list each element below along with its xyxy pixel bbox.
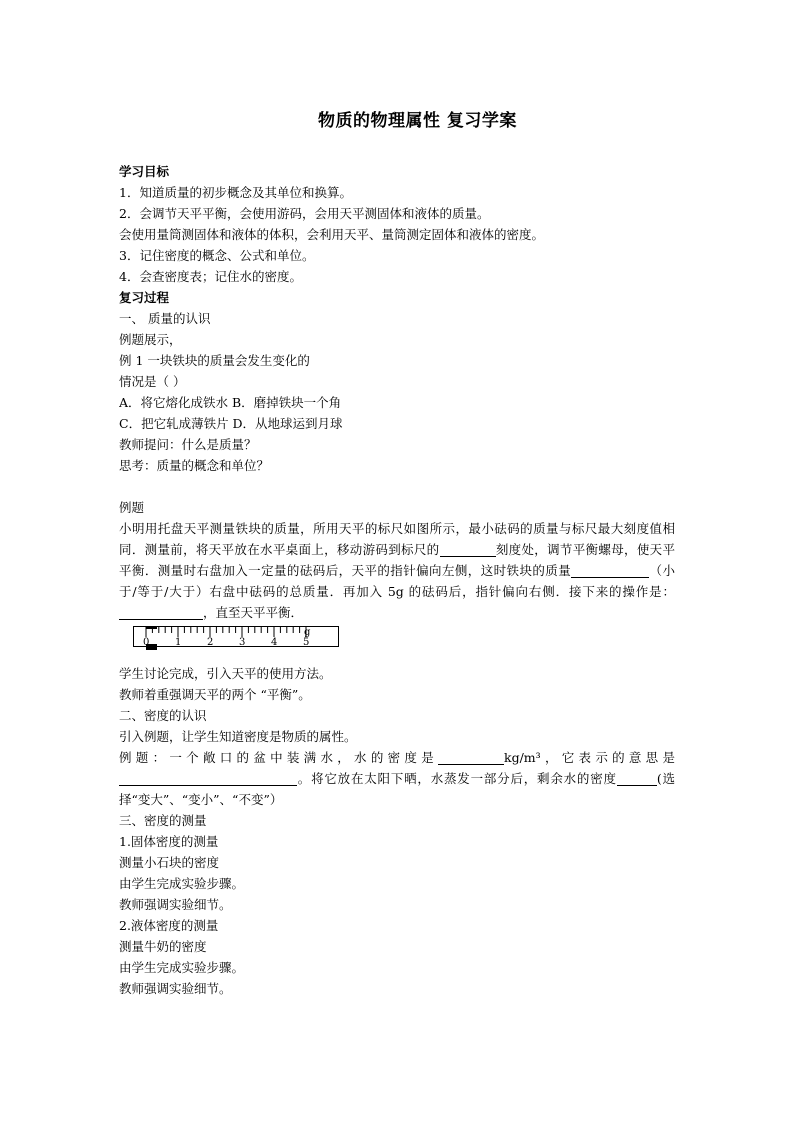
goal-item: 4．会查密度表；记住水的密度。 [119, 269, 302, 284]
answer-blank [119, 771, 297, 786]
section1-line: 情况是（ ） [119, 374, 186, 389]
goal-item: 会使用量筒测固体和液体的体积，会利用天平、量筒测定固体和液体的密度。 [119, 227, 545, 242]
balance-ruler-figure [119, 623, 675, 663]
rider-top [146, 626, 157, 629]
example-label: 例题 [119, 500, 145, 515]
ruler-unit: g [304, 627, 311, 638]
option-line: C．把它轧成薄铁片 D．从地球运到月球 [119, 416, 343, 431]
density-text: (选择“变大”、“变小”、“不变”） [119, 771, 675, 807]
document-body [119, 161, 675, 999]
section3-line: 测量小石块的密度 [119, 855, 220, 870]
ruler-label: 4 [271, 637, 278, 648]
example-text: 小明用托盘天平测量铁块的质量，所用天平的标尺如图所示，最小砝码的质量与标尺最大刻度值相同．测量前，将天平放在水平桌面上，移动游码到标尺的 [119, 521, 675, 557]
answer-blank [571, 563, 649, 578]
section3-line: 教师强调实验细节。 [119, 897, 232, 912]
ruler-label: 5 [303, 637, 310, 648]
ruler-label: 0 [143, 637, 150, 648]
section3-line: 由学生完成实验步骤。 [119, 876, 245, 891]
ruler-label: 2 [207, 637, 214, 648]
density-example [119, 747, 675, 810]
section1-line: 例 1 一块铁块的质量会发生变化的 [119, 353, 310, 368]
section2-intro: 引入例题，让学生知道密度是物质的属性。 [119, 729, 357, 744]
section1-line: 教师提问：什么是质量？ [119, 437, 257, 452]
density-text: ，它表示的意思是 [540, 750, 675, 765]
ruler-label: 1 [175, 637, 182, 648]
ruler-label: 3 [239, 637, 246, 648]
answer-blank [119, 605, 203, 620]
goal-item: 1．知道质量的初步概念及其单位和换算。 [119, 185, 352, 200]
section3-title: 三、密度的测量 [119, 813, 207, 828]
section3-line: 2.液体密度的测量 [119, 918, 219, 933]
section1-title: 一、 质量的认识 [119, 311, 211, 326]
example-text: ，直至天平平衡． [203, 605, 304, 620]
answer-blank [440, 542, 496, 557]
goals-heading [119, 161, 675, 182]
section1-line: 例题展示， [119, 332, 182, 347]
document-title: 物质的物理属性 复习学案 [318, 111, 517, 131]
goal-item: 2．会调节天平平衡，会使用游码，会用天平测固体和液体的质量。 [119, 206, 490, 221]
density-text: 。将它放在太阳下晒，水蒸发一部分后，剩余水的密度 [297, 771, 617, 786]
goals-heading-text: 学习目标 [119, 164, 170, 179]
answer-blank [438, 750, 504, 765]
process-heading: 复习过程 [119, 290, 170, 305]
section1-after: 教师着重强调天平的两个 “平衡”。 [119, 687, 311, 702]
example-text: 刻度处，调节平衡螺母，使天平平衡．测量时右盘加入一定量的砝码后，天平的指针偏向左侧，这时铁块的质量 [119, 542, 675, 578]
section3-line: 测量牛奶的密度 [119, 939, 207, 954]
goal-item: 3．记住密度的概念、公式和单位。 [119, 248, 315, 263]
section1-line: 思考：质量的概念和单位？ [119, 458, 270, 473]
density-text: 例题：一个敞口的盆中装满水，水的密度是 [119, 750, 438, 765]
option-line: A．将它熔化成铁水 B．磨掉铁块一个角 [119, 395, 342, 410]
blank-line [119, 476, 675, 497]
section1-after: 学生讨论完成，引入天平的使用方法。 [119, 666, 332, 681]
section3-line: 教师强调实验细节。 [119, 981, 232, 996]
section2-title: 二、密度的认识 [119, 708, 207, 723]
section3-line: 1.固体密度的测量 [119, 834, 219, 849]
ruler-svg [133, 626, 339, 660]
density-unit: kg/m³ [504, 750, 541, 765]
answer-blank [617, 771, 657, 786]
section3-line: 由学生完成实验步骤。 [119, 960, 245, 975]
example-paragraph [119, 518, 675, 623]
example-text: （小于/等于/大于）右盘中砝码的总质量．再加入 5g 的砝码后，指针偏向右侧．接下来的操作是： [119, 563, 675, 599]
